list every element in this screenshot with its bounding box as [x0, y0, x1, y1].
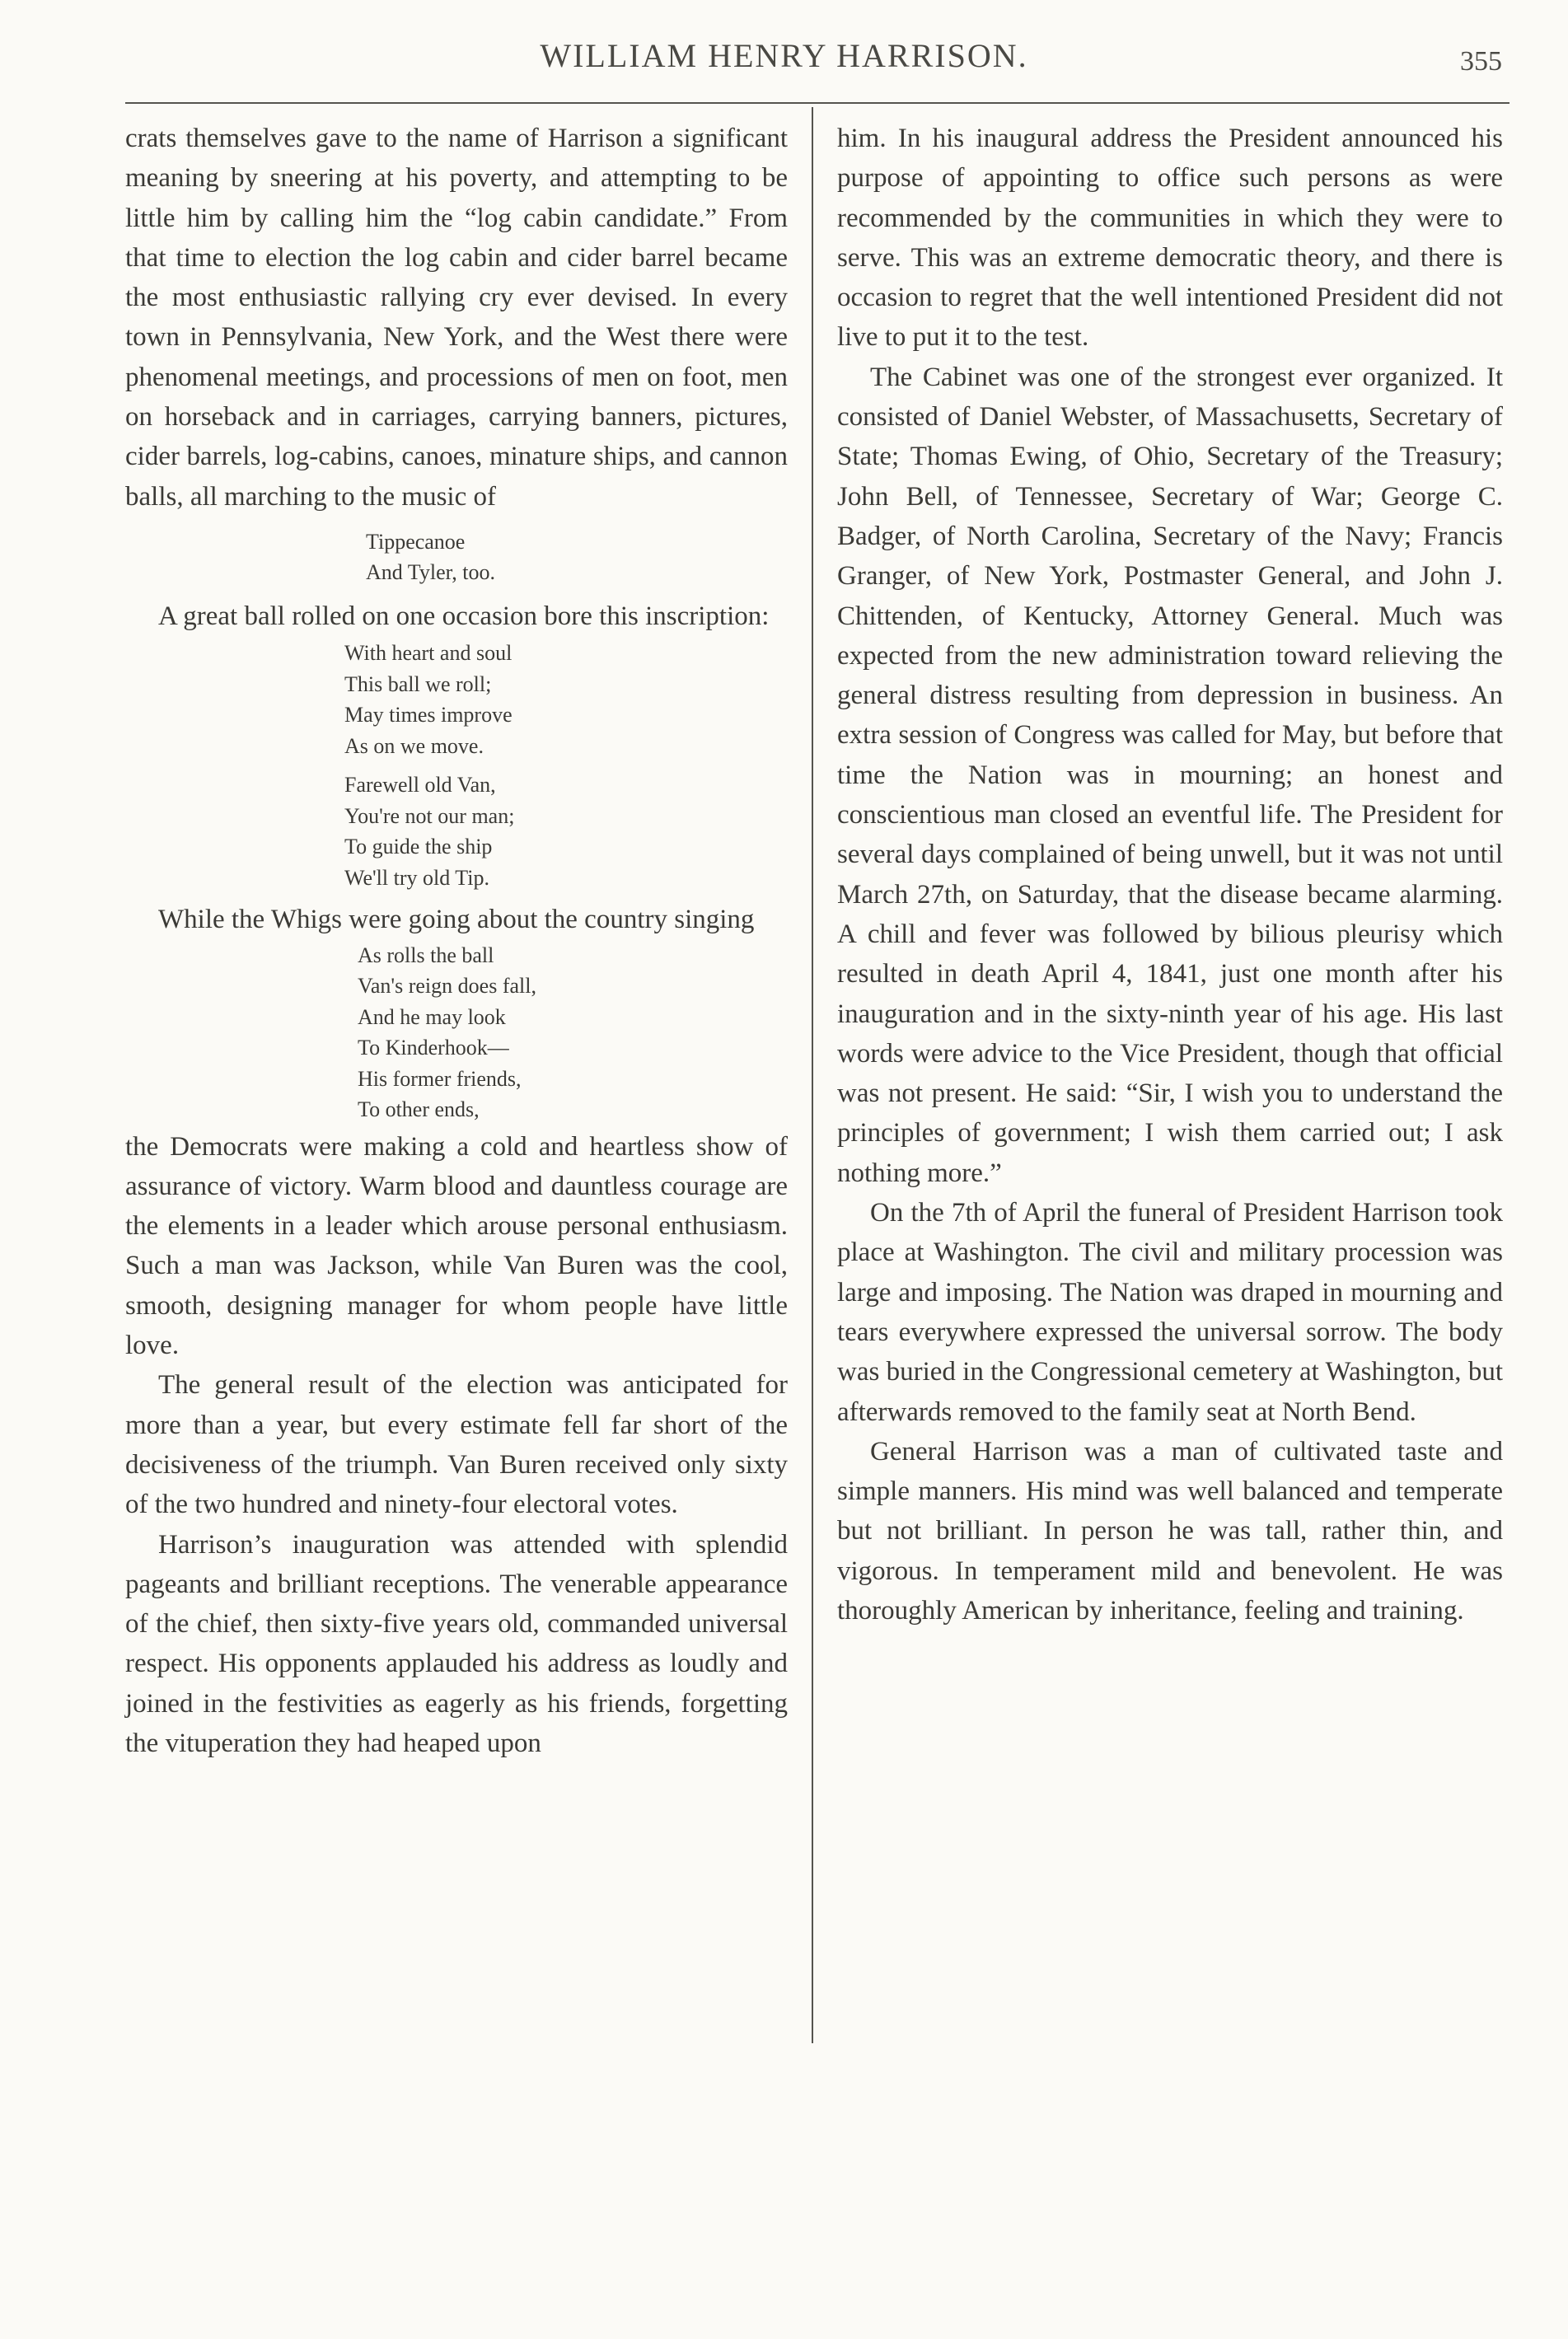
verse-line: To guide the ship	[344, 835, 493, 859]
paragraph: the Democrats were making a cold and heartless show of assurance of victory. Warm blood and dauntless courage are the elements in a leader which arouse personal enthusiasm. Such a man was Jackson, while Van Buren was the cool, smooth, designing manager for whom people have little love.	[125, 1131, 788, 1361]
verse-line: And he may look	[358, 1004, 506, 1029]
left-column	[125, 119, 788, 1763]
running-title: WILLIAM HENRY HARRISON.	[540, 37, 1028, 74]
header-rule	[125, 102, 1509, 104]
paragraph: On the 7th of April the funeral of President Harrison took place at Washington. The civil and military procession was large and imposing. The Nation was draped in mourning and tears everywhere expressed the universal sorrow. The body was buried in the Congressional cemetery at Washington, but afterwards removed to the family seat at North Bend.	[837, 1198, 1503, 1427]
verse-ball-inscription	[125, 638, 788, 893]
verse-line: With heart and soul	[344, 641, 513, 666]
verse-line: Farewell old Van,	[344, 773, 496, 798]
verse-line: To Kinderhook—	[358, 1036, 509, 1060]
verse-line: And Tyler, too.	[366, 560, 495, 585]
paragraph: The general result of the election was anticipated for more than a year, but every estimate fell far short of the decisiveness of the triumph. Van Buren received only sixty of the two hundred and ninety-four electoral votes.	[125, 1370, 788, 1520]
paragraph: The Cabinet was one of the strongest ever organized. It consisted of Daniel Webster, of Massachusetts, Secretary of State; Thomas Ewing, of Ohio, Secretary of the Treasury; John Bell, of Tennessee, Secretary of War; George C. Badger, of North Carolina, Secretary of the Navy; Francis Granger, of New York, Postmaster General, and John J. Chittenden, of Kentucky, Attorney General. Much was expected from the new administration toward relieving the general distress resulting from depression in business. An extra session of Congress was called for May, but before that time the Nation was in mourning; an honest and conscientious man closed an eventful life. The President for several days complained of being unwell, but it was not until March 27th, on Saturday, that the disease became alarming. A chill and fever was followed by bilious pleurisy which resulted in death April 4, 1841, just one month after his inauguration and in the sixty-ninth year of his age. His last words were advice to the Vice President, though that official was not present. He said: “Sir, I wish you to understand the principles of government; I wish them carried out; I ask nothing more.”	[837, 362, 1503, 1188]
right-column	[837, 119, 1503, 1630]
verse-line: Van's reign does fall,	[358, 974, 536, 999]
verse-line: As on we move.	[344, 733, 484, 758]
verse-line: To other ends,	[358, 1097, 480, 1122]
paragraph: crats themselves gave to the name of Harrison a significant meaning by sneering at his poverty, and attempting to be little him by calling him the “log cabin candidate.” From that time to election the log cabin and cider barrel became the most enthusiastic rallying cry ever devised. In every town in Pennsylvania, New York, and the West there were phenomenal meetings, and processions of men on foot, men on horseback and in carriages, carrying banners, pictures, cider barrels, log-cabins, canoes, minature ships, and cannon balls, all marching to the music of	[125, 124, 788, 512]
verse-tippecanoe	[125, 526, 788, 588]
page-number: 355	[1460, 46, 1502, 77]
paragraph: General Harrison was a man of cultivated taste and simple manners. His mind was well balanced and temperate but not brilliant. In person he was tall, rather thin, and vigorous. In temperament mild and benevolent. He was thoroughly American by inheritance, feeling and training.	[837, 1436, 1503, 1626]
paragraph: A great ball rolled on one occasion bore this inscription:	[158, 601, 770, 631]
column-divider	[812, 107, 813, 2043]
stanza-gap	[344, 761, 788, 770]
verse-line: This ball we roll;	[344, 671, 492, 696]
verse-line: You're not our man;	[344, 803, 515, 828]
running-header	[0, 33, 1568, 82]
verse-line: As rolls the ball	[358, 943, 494, 967]
paragraph: Harrison’s inauguration was attended with splendid pageants and brilliant receptions. The venerable appearance of the chief, then sixty-five years old, commanded universal respect. His opponents applauded his address as loudly and joined in the festivities as eagerly as his friends, forgetting the vituperation they had heaped upon	[125, 1529, 788, 1759]
verse-line: We'll try old Tip.	[344, 865, 489, 890]
verse-line: Tippecanoe	[366, 529, 466, 554]
verse-rolls-the-ball	[125, 940, 788, 1125]
paragraph: While the Whigs were going about the country singing	[158, 905, 755, 935]
paragraph: him. In his inaugural address the President announced his purpose of appointing to office such persons as were recommended by the communities in which they were to serve. This was an extreme democratic theory, and there is occasion to regret that the well intentioned President did not live to put it to the test.	[837, 124, 1503, 353]
verse-line: May times improve	[344, 703, 513, 727]
verse-line: His former friends,	[358, 1066, 522, 1091]
